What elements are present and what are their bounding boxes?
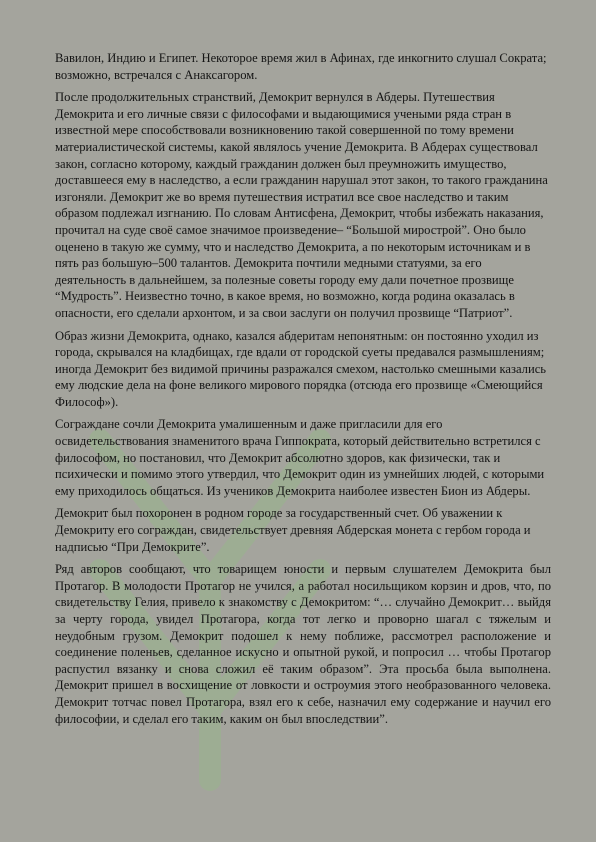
paragraph-hippocrates: Сограждане сочли Демокрита умалишенным и даже пригласили для его освидетельствования знаменитого врача Гиппократа, который действительно встретился с философом, но постановил, что Демокрит абсолютно здоров, как физически, так и психически и помимо этого утвердил, что Демокрит один из умнейших людей, с которыми ему приходилось общаться. Из учеников Демокрита наиболее известен Бион из Абдеры. [55, 417, 545, 498]
document-body [55, 50, 551, 733]
paragraph-protagoras: Ряд авторов сообщают, что товарищем юности и первым слушателем Демокрита был Протагор. В молодости Протагор не учился, а работал носильщиком корзин и дров, что, по свидетельству Гелия, привело к знакомству с Демокритом: “… случайно Демокрит… выйдя за черту города, увидел Протагора, когда тот легко и проворно шагал с тяжелым и неудобным грузом. Демокрит подошел к нему поближе, рассмотрел расположение и соединение поленьев, сделанное искусно и опытной рукой, и попросил … чтобы Протагор распустил вязанку и снова сложил её таким образом”. Эта просьба была выполнена. Демокрит пришел в восхищение от ловкости и остроумия этого необразованного человека. Демокрит тотчас повел Протагора, взял его к себе, назначил ему содержание и научил его философии, и сделал его таким, каким он был впоследствии”. [55, 562, 551, 726]
paragraph-way-of-life: Образ жизни Демокрита, однако, казался абдеритам непонятным: он постоянно уходил из города, скрывался на кладбищах, где вдали от городской суеты предавался размышлениям; иногда Демокрит без видимой причины разражался смехом, настолько смешными казались ему людские дела на фоне великого мирового порядка (отсюда его прозвище «Смеющийся Философ»). [55, 328, 547, 409]
paragraph-travels-end: Вавилон, Индию и Египет. Некоторое время жил в Афинах, где инкогнито слушал Сократа; возможно, встречался с Анаксагором. [55, 51, 547, 82]
paragraph-burial: Демокрит был похоронен в родном городе за государственный счет. Об уважении к Демокриту его сограждан, свидетельствует древняя Абдерская монета с гербом города и надписью “При Демокрите”. [55, 506, 531, 554]
paragraph-return-abdera: После продолжительных странствий, Демокрит вернулся в Абдеры. Путешествия Демокрита и его личные связи с философами и выдающимися учеными ряда стран в известной мере способствовали возникновению такой совершенной по тому времени материалистической системы, какой являлось учение Демокрита. В Абдерах существовал закон, согласно которому, каждый гражданин должен был преумножить имущество, доставшееся ему в наследство, а если гражданин нарушал этот закон, то такого гражданина изгоняли. Демокрит же во время путешествия истратил все свое наследство и таким образом подлежал изгнанию. По словам Антисфена, Демокрит, чтобы избежать наказания, прочитал на суде своё самое значимое произведение– “Большой мирострой”. Оно было оценено в такую же сумму, что и наследство Демокрита, а по некоторым источникам и в пять раз большую–500 талантов. Демокрита почтили медными статуями, за его деятельность в дальнейшем, за полезные советы городу ему дали почетное прозвище “Мудрость”. Неизвестно точно, в какое время, но возможно, когда родина оказалась в опасности, его сделали архонтом, и за свои заслуги он получил прозвище “Патриот”. [55, 90, 548, 320]
